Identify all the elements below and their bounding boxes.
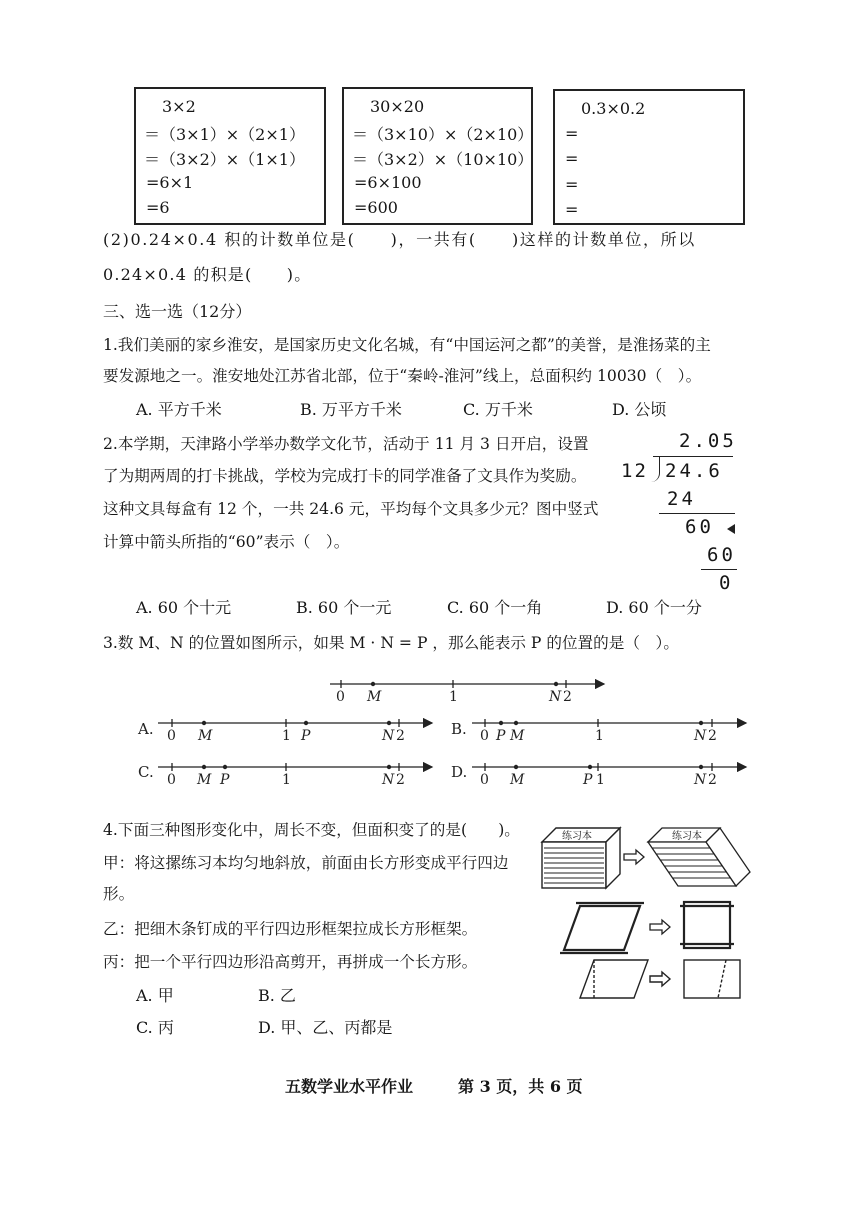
box3-line3: =: [565, 149, 579, 168]
d-one: 1: [596, 772, 605, 788]
s3q4-option-b[interactable]: B. 乙: [258, 986, 296, 1005]
box1-line3: ＝（3×2）×（1×1）: [144, 150, 305, 169]
c-m: M: [197, 772, 212, 788]
number-lines: [0, 670, 867, 810]
s3q4-bing: 丙：把一个平行四边形沿高剪开，再拼成一个长方形。: [103, 953, 478, 971]
s3q4-line1: 4.下面三种图形变化中，周长不变，但面积变了的是( )。: [103, 821, 520, 839]
s3q4-jia: 甲：将这摞练习本均匀地斜放，前面由长方形变成平行四边: [103, 854, 509, 872]
s3q1-option-a[interactable]: A. 平方千米: [136, 400, 222, 419]
section-title: 三、选一选（12分）: [103, 302, 252, 321]
box3-line5: =: [565, 200, 579, 219]
ref-n: N: [549, 689, 562, 705]
label-c[interactable]: C.: [138, 763, 154, 781]
division-quotient: 2.05: [679, 430, 737, 452]
s3q3-line1: 3.数 M、N 的位置如图所示，如果 M · N = P ，那么能表示 P 的位置的是（ ）。: [103, 634, 679, 652]
box1-line2: ＝（3×1）×（2×1）: [144, 125, 305, 144]
b-p: P: [496, 728, 506, 744]
division-step3: 60: [707, 544, 736, 566]
a-p: P: [301, 728, 311, 744]
box1-line1: 3×2: [162, 97, 196, 116]
s3q2-option-a[interactable]: A. 60 个十元: [136, 598, 232, 617]
long-division: [615, 428, 745, 598]
division-step1: 24: [667, 488, 696, 510]
arrow-icon: [727, 524, 735, 534]
s3q2-line4: 计算中箭头所指的“60”表示（ ）。: [103, 533, 350, 551]
s3q4-yi: 乙：把细木条钉成的平行四边形框架拉成长方形框架。: [103, 920, 478, 938]
shape-change-figures: [540, 820, 755, 1005]
d-zero: 0: [480, 772, 489, 788]
s3q2-line2: 了为期两周的打卡挑战，学校为完成打卡的同学准备了文具作为奖励。: [103, 467, 587, 485]
box2-line2: ＝（3×10）×（2×10）: [352, 125, 534, 144]
division-step2: 60: [685, 516, 714, 538]
box3-line4: =: [565, 175, 579, 194]
box2-line4: =6×100: [354, 173, 422, 192]
division-divisor: 12: [621, 460, 648, 482]
a-one: 1: [282, 728, 291, 744]
c-p: P: [220, 772, 230, 788]
s3q4-option-d[interactable]: D. 甲、乙、丙都是: [258, 1018, 393, 1037]
a-n: N: [382, 728, 395, 744]
s3q2-option-d[interactable]: D. 60 个一分: [606, 598, 702, 617]
box3-line2: =: [565, 124, 579, 143]
a-m: M: [198, 728, 213, 744]
s3q4-option-a[interactable]: A. 甲: [136, 986, 174, 1005]
s3q1-line1: 1.我们美丽的家乡淮安，是国家历史文化名城，有“中国运河之都”的美誉，是淮扬菜的主: [103, 336, 711, 354]
footer-title: 五数学业水平作业: [285, 1077, 414, 1096]
box1-line4: =6×1: [146, 173, 194, 192]
s3q1-option-b[interactable]: B. 万平方千米: [300, 400, 402, 419]
b-n: N: [694, 728, 707, 744]
s3q2-option-b[interactable]: B. 60 个一元: [296, 598, 392, 617]
footer-page: 第 3 页，共 6 页: [458, 1077, 583, 1096]
calc-box-1: [134, 87, 326, 225]
box1-line5: =6: [146, 198, 170, 217]
label-d[interactable]: D.: [451, 763, 468, 781]
ref-two: 2: [563, 689, 572, 705]
division-dividend: 24.6: [665, 460, 723, 482]
box3-line1: 0.3×0.2: [581, 99, 646, 118]
b-one: 1: [595, 728, 604, 744]
s3q4-option-c[interactable]: C. 丙: [136, 1018, 174, 1037]
d-m: M: [510, 772, 525, 788]
b-m: M: [510, 728, 525, 744]
c-n: N: [382, 772, 395, 788]
book-label-2: 练习本: [672, 831, 702, 842]
d-p: P: [583, 772, 593, 788]
c-one: 1: [282, 772, 291, 788]
c-two: 2: [396, 772, 405, 788]
s3q2-line3: 这种文具每盒有 12 个，一共 24.6 元，平均每个文具多少元？图中竖式: [103, 500, 599, 518]
q2-line1: (2)0.24×0.4 积的计数单位是( )，一共有( )这样的计数单位，所以: [103, 230, 696, 249]
label-b[interactable]: B.: [451, 720, 467, 738]
s3q4-jia2: 形。: [103, 885, 135, 903]
calc-box-2: [342, 87, 533, 225]
ref-m: M: [367, 689, 382, 705]
a-two: 2: [396, 728, 405, 744]
box2-line5: =600: [354, 198, 398, 217]
b-two: 2: [708, 728, 717, 744]
label-a[interactable]: A.: [138, 720, 154, 738]
ref-zero: 0: [336, 689, 345, 705]
a-zero: 0: [167, 728, 176, 744]
q2-line2: 0.24×0.4 的积是( )。: [103, 265, 312, 284]
d-two: 2: [708, 772, 717, 788]
division-remainder: 0: [719, 572, 731, 594]
calc-box-3: [553, 89, 745, 225]
s3q1-option-d[interactable]: D. 公顷: [612, 400, 667, 419]
s3q1-line2: 要发源地之一。淮安地处江苏省北部，位于“秦岭-淮河”线上，总面积约 10030（ ）。: [103, 367, 702, 385]
b-zero: 0: [480, 728, 489, 744]
d-n: N: [694, 772, 707, 788]
s3q2-line1: 2.本学期，天津路小学举办数学文化节，活动于 11 月 3 日开启，设置: [103, 435, 589, 453]
ref-one: 1: [449, 689, 458, 705]
box2-line3: ＝（3×2）×（10×10）: [352, 150, 534, 169]
c-zero: 0: [167, 772, 176, 788]
box2-line1: 30×20: [370, 97, 425, 116]
book-label-1: 练习本: [562, 831, 592, 842]
s3q2-option-c[interactable]: C. 60 个一角: [447, 598, 543, 617]
s3q1-option-c[interactable]: C. 万千米: [463, 400, 533, 419]
